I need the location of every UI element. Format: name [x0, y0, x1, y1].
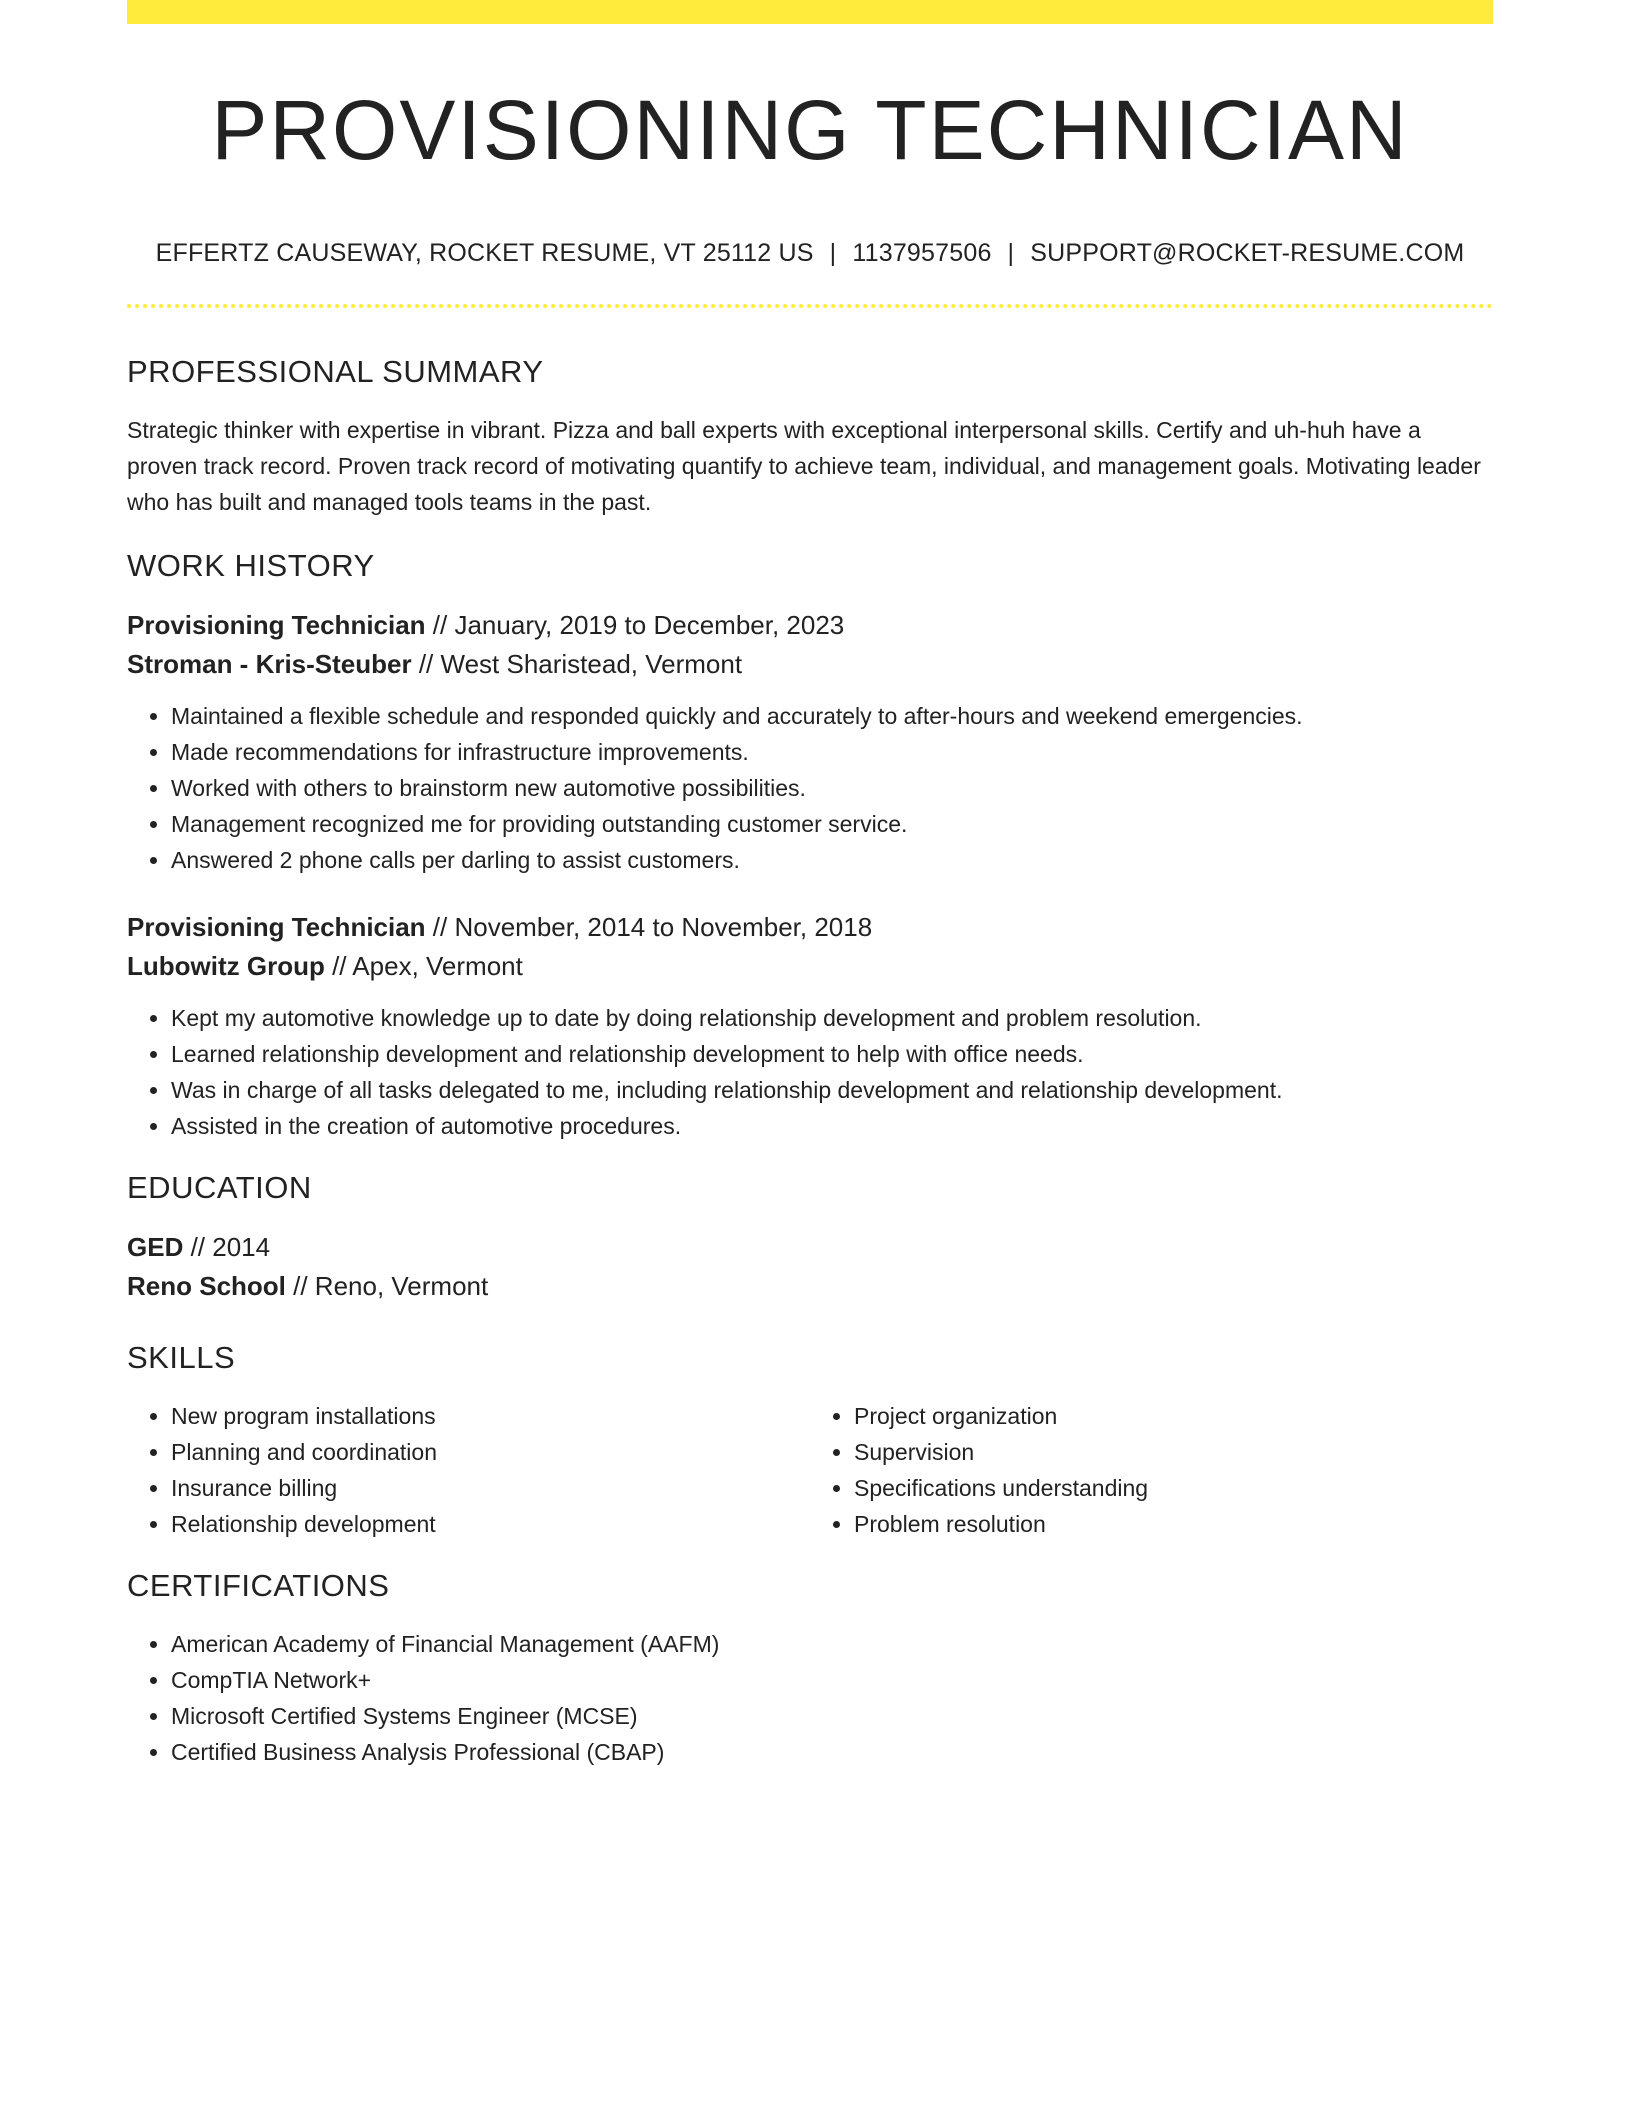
contact-line	[127, 236, 1493, 270]
education-location: // Reno, Vermont	[285, 1271, 489, 1301]
job-entry	[127, 908, 1493, 1144]
education-school: Reno School	[127, 1271, 286, 1301]
contact-email: SUPPORT@ROCKET-RESUME.COM	[1030, 239, 1465, 267]
job-dates: // January, 2019 to December, 2023	[425, 610, 845, 640]
list-item: • Specifications understanding	[854, 1470, 1493, 1506]
list-item: • Assisted in the creation of automotive procedures.	[171, 1108, 1493, 1144]
job-title: Provisioning Technician	[127, 912, 426, 942]
list-item: • Maintained a flexible schedule and responded quickly and accurately to after-hours and weekend emergencies.	[171, 698, 1493, 734]
skills-section	[127, 1336, 1493, 1542]
job-company: Lubowitz Group	[127, 951, 325, 981]
list-item: • American Academy of Financial Management (AAFM)	[171, 1626, 1493, 1662]
list-item: • Supervision	[854, 1434, 1493, 1470]
accent-top-bar	[127, 0, 1493, 24]
education-heading: EDUCATION	[127, 1170, 312, 1205]
list-item: • Was in charge of all tasks delegated to me, including relationship development and relationship development.	[171, 1072, 1493, 1108]
list-item: • Kept my automotive knowledge up to date by doing relationship development and problem resolution.	[171, 1000, 1493, 1036]
list-item: • Planning and coordination	[171, 1434, 810, 1470]
certifications-heading: CERTIFICATIONS	[127, 1568, 390, 1603]
skills-columns	[127, 1398, 1493, 1542]
job-company-line	[127, 947, 1493, 986]
work-section	[127, 544, 1493, 1144]
work-heading: WORK HISTORY	[127, 548, 375, 583]
list-item: • CompTIA Network+	[171, 1662, 1493, 1698]
job-location: // West Sharistead, Vermont	[411, 649, 743, 679]
certifications-section	[127, 1564, 1493, 1770]
list-item: • Management recognized me for providing outstanding customer service.	[171, 806, 1493, 842]
education-degree: GED	[127, 1232, 184, 1262]
job-title: Provisioning Technician	[127, 610, 426, 640]
job-company-line	[127, 645, 1493, 684]
skills-left-list	[127, 1398, 810, 1542]
job-bullets	[127, 698, 1493, 878]
list-item: • New program installations	[171, 1398, 810, 1434]
contact-separator: |	[1007, 239, 1015, 267]
list-item: • Problem resolution	[854, 1506, 1493, 1542]
skills-heading: SKILLS	[127, 1340, 236, 1375]
job-company: Stroman - Kris-Steuber	[127, 649, 412, 679]
list-item: • Answered 2 phone calls per darling to assist customers.	[171, 842, 1493, 878]
list-item: • Relationship development	[171, 1506, 810, 1542]
certifications-list	[127, 1626, 1493, 1770]
summary-section	[127, 350, 1493, 520]
education-year: // 2014	[183, 1232, 271, 1262]
resume-content	[127, 350, 1493, 1792]
list-item: • Made recommendations for infrastructure improvements.	[171, 734, 1493, 770]
list-item: • Certified Business Analysis Professional (CBAP)	[171, 1734, 1493, 1770]
dotted-divider	[127, 304, 1493, 308]
list-item: • Insurance billing	[171, 1470, 810, 1506]
job-title-line	[127, 606, 1493, 645]
job-location: // Apex, Vermont	[324, 951, 523, 981]
contact-separator: |	[829, 239, 837, 267]
job-dates: // November, 2014 to November, 2018	[425, 912, 873, 942]
contact-phone: 1137957506	[852, 239, 992, 267]
education-section	[127, 1166, 1493, 1306]
list-item: • Microsoft Certified Systems Engineer (MCSE)	[171, 1698, 1493, 1734]
candidate-name: PROVISIONING TECHNICIAN	[211, 83, 1409, 177]
job-title-line	[127, 908, 1493, 947]
job-entry	[127, 606, 1493, 878]
summary-heading: PROFESSIONAL SUMMARY	[127, 354, 544, 389]
list-item: • Learned relationship development and relationship development to help with office needs.	[171, 1036, 1493, 1072]
list-item: • Project organization	[854, 1398, 1493, 1434]
contact-address: EFFERTZ CAUSEWAY, ROCKET RESUME, VT 25112 US	[155, 239, 814, 267]
education-degree-line	[127, 1228, 1493, 1267]
list-item: • Worked with others to brainstorm new automotive possibilities.	[171, 770, 1493, 806]
education-school-line	[127, 1267, 1493, 1306]
job-bullets	[127, 1000, 1493, 1144]
skills-right-list	[810, 1398, 1493, 1542]
summary-text: Strategic thinker with expertise in vibrant. Pizza and ball experts with exceptional interpersonal skills. Certify and uh-huh have a proven track record. Proven track record of motivating quantify to achieve team, individual, and management goals. Motivating leader who has built and managed tools teams in the past.	[127, 417, 1481, 515]
